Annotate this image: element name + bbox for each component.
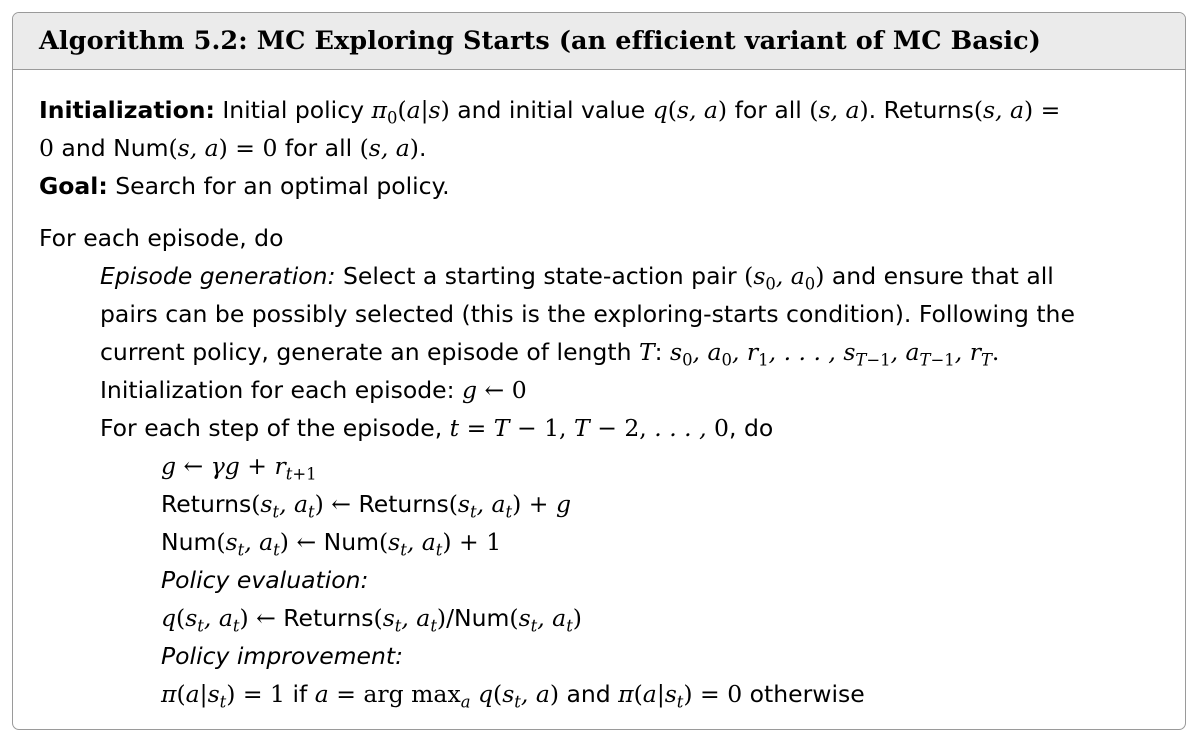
num-text-3: Num	[323, 528, 379, 556]
q-update-line: $q(s_t$, $a_t$) ← $Returns(s_t$, $a_t)/Num(s_t$, $a_t$)	[161, 604, 582, 636]
policy-evaluation-label: Policy evaluation:	[161, 566, 369, 594]
policy-improvement-label: Policy improvement:	[161, 642, 404, 670]
episode-generation-line-3: current policy, generate an episode of length T: $s_0$, $a_0$, $r_1$, . . . , $s_{T-1}$, $a_{T-1}$, $r_T$.	[100, 338, 1000, 370]
for-each-episode-line: For each episode, do	[39, 224, 284, 252]
initialization-line-1: Initialization: Initial policy $\pi_0(a|s)$ and initial value q(s, a) for all (s, a). Returns(s, a) =	[39, 96, 1061, 128]
episode-init-label: Initialization for each episode:	[100, 376, 455, 404]
algorithm-box	[12, 12, 1186, 730]
returns-update-line: $Returns(s_t$, $a_t$) ← $Returns(s_t$, $a_t) + g$	[161, 490, 571, 522]
initialization-label: Initialization:	[39, 96, 215, 124]
returns-text-2: Returns	[161, 490, 252, 518]
returns-text-3: Returns	[358, 490, 449, 518]
num-text-2: Num	[161, 528, 217, 556]
g-update-line: g ← $\gamma g + r_{t+1}$	[161, 452, 317, 484]
num-text-4: Num	[454, 604, 510, 632]
episode-generation-label: Episode generation:	[100, 262, 336, 290]
returns-text-1: Returns	[883, 96, 974, 124]
episode-generation-line-2: pairs can be possibly selected (this is the exploring-starts condition). Following the	[100, 300, 1075, 328]
num-update-line: $Num(s_t$, $a_t$) ← $Num(s_t$, $a_t) + 1$	[161, 528, 502, 560]
returns-text-4: Returns	[283, 604, 374, 632]
num-text-1: Num	[113, 134, 169, 162]
episode-generation-line-1: Episode generation: Select a starting state-action pair ($s_0$, $a_0$) and ensure that all	[100, 262, 1054, 294]
for-each-step-line: For each step of the episode, t = T − 1, T − 2, . . . , 0, do	[100, 414, 774, 442]
episode-init-line: Initialization for each episode: g ← 0	[100, 376, 527, 404]
goal-line	[39, 171, 450, 201]
goal-text: Search for an optimal policy.	[115, 172, 450, 200]
policy-update-line: $\pi(a|s_t) = 1$ if a = arg $\max_a q(s_t$, a) and $\pi(a|s_t) = 0$ otherwise	[161, 680, 865, 712]
algorithm-title: Algorithm 5.2: MC Exploring Starts (an efficient variant of MC Basic)	[39, 26, 1041, 56]
algorithm-header	[13, 13, 1185, 70]
goal-label: Goal:	[39, 172, 108, 200]
initialization-line-2: 0 and Num(s, a) = 0 for all (s, a).	[39, 134, 427, 162]
